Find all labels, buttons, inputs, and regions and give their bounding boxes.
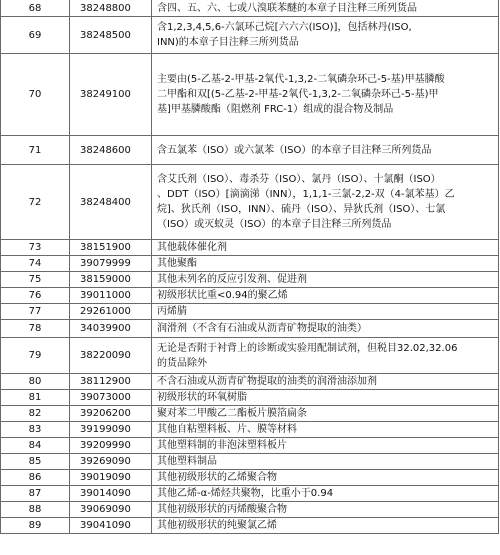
description-cell: 初级形状比重<0.94的聚乙烯 <box>152 288 499 304</box>
hs-code-cell: 39209990 <box>70 438 152 454</box>
row-number-cell: 70 <box>1 54 70 136</box>
table-row <box>1 374 499 390</box>
row-number-cell: 78 <box>1 320 70 338</box>
table-row <box>1 320 499 338</box>
goods-table-body <box>1 0 499 534</box>
description-cell: 其他未列名的反应引发剂、促进剂 <box>152 272 499 288</box>
description-cell: 其他聚酯 <box>152 256 499 272</box>
hs-code-cell: 39019090 <box>70 470 152 486</box>
hs-code-cell: 39069090 <box>70 502 152 518</box>
hs-code-cell: 39199090 <box>70 422 152 438</box>
row-number-cell: 82 <box>1 406 70 422</box>
hs-code-cell: 38112900 <box>70 374 152 390</box>
description-cell: 润滑剂（不含有石油或从沥青矿物提取的油类） <box>152 320 499 338</box>
table-row <box>1 54 499 136</box>
table-row <box>1 304 499 320</box>
description-cell: 其他自粘塑料板、片、膜等材料 <box>152 422 499 438</box>
table-row <box>1 288 499 304</box>
row-number-cell: 81 <box>1 390 70 406</box>
hs-code-cell: 39269090 <box>70 454 152 470</box>
description-cell: 不含石油或从沥青矿物提取的油类的润滑油添加剂 <box>152 374 499 390</box>
table-row <box>1 272 499 288</box>
hs-code-cell: 38248500 <box>70 17 152 54</box>
hs-code-cell: 38248400 <box>70 165 152 240</box>
description-cell: 其他乙烯-α-烯烃共聚物，比重小于0.94 <box>152 486 499 502</box>
hs-code-cell: 38248600 <box>70 136 152 165</box>
table-row <box>1 390 499 406</box>
hs-code-cell: 39206200 <box>70 406 152 422</box>
row-number-cell: 69 <box>1 17 70 54</box>
table-row <box>1 438 499 454</box>
row-number-cell: 86 <box>1 470 70 486</box>
table-row <box>1 454 499 470</box>
row-number-cell: 80 <box>1 374 70 390</box>
row-number-cell: 71 <box>1 136 70 165</box>
row-number-cell: 79 <box>1 338 70 374</box>
hs-code-cell: 39073000 <box>70 390 152 406</box>
hs-code-cell: 39014090 <box>70 486 152 502</box>
row-number-cell: 84 <box>1 438 70 454</box>
description-cell: 其他载体催化剂 <box>152 240 499 256</box>
description-cell: 其他塑料制品 <box>152 454 499 470</box>
row-number-cell: 74 <box>1 256 70 272</box>
row-number-cell: 88 <box>1 502 70 518</box>
description-cell: 其他初级形状的丙烯酸聚合物 <box>152 502 499 518</box>
table-row <box>1 136 499 165</box>
row-number-cell: 89 <box>1 518 70 534</box>
hs-code-cell: 39079999 <box>70 256 152 272</box>
description-cell: 含四、五、六、七或八溴联苯醚的本章子目注释三所列货品 <box>152 0 499 17</box>
description-cell: 含1,2,3,4,5,6-六氯环己烷[六六六(ISO)]，包括林丹(ISO, INN)的本章子目注释三所列货品 <box>152 17 499 54</box>
table-row <box>1 486 499 502</box>
description-cell: 初级形状的环氧树脂 <box>152 390 499 406</box>
table-row <box>1 406 499 422</box>
hs-code-cell: 38151900 <box>70 240 152 256</box>
description-cell: 其他塑料制的非泡沫塑料板片 <box>152 438 499 454</box>
row-number-cell: 83 <box>1 422 70 438</box>
row-number-cell: 75 <box>1 272 70 288</box>
table-row <box>1 470 499 486</box>
description-cell: 含五氯苯（ISO）或六氯苯（ISO）的本章子目注释三所列货品 <box>152 136 499 165</box>
table-row <box>1 240 499 256</box>
table-row <box>1 256 499 272</box>
table-row <box>1 165 499 240</box>
description-cell: 其他初级形状的纯聚氯乙烯 <box>152 518 499 534</box>
table-row <box>1 518 499 534</box>
hs-code-cell: 39041090 <box>70 518 152 534</box>
description-cell: 其他初级形状的乙烯聚合物 <box>152 470 499 486</box>
row-number-cell: 73 <box>1 240 70 256</box>
table-row <box>1 338 499 374</box>
hs-code-cell: 38249100 <box>70 54 152 136</box>
row-number-cell: 76 <box>1 288 70 304</box>
hs-code-cell: 29261000 <box>70 304 152 320</box>
description-cell: 聚对苯二甲酸乙二酯板片膜箔扁条 <box>152 406 499 422</box>
row-number-cell: 87 <box>1 486 70 502</box>
hs-code-cell: 34039900 <box>70 320 152 338</box>
description-cell: 含艾氏剂（ISO）、毒杀芬（ISO）、氯丹（ISO）、十氯酮（ISO） 、DDT（ISO）[滴滴涕（INN），1,1,1-三氯-2,2-双（4-氯苯基）乙 烷]、狄氏剂（ISO，INN）、硫丹（ISO）、异狄氏剂（ISO）、七氯 （ISO）或灭蚁灵（ISO）的本章子目注释三所列货品 <box>152 165 499 240</box>
row-number-cell: 72 <box>1 165 70 240</box>
table-row <box>1 0 499 17</box>
description-cell: 丙烯腈 <box>152 304 499 320</box>
table-row <box>1 17 499 54</box>
hs-code-cell: 39011000 <box>70 288 152 304</box>
hs-code-cell: 38220090 <box>70 338 152 374</box>
table-row <box>1 502 499 518</box>
table-row <box>1 422 499 438</box>
description-cell: 无论是否附于衬背上的诊断或实验用配制试剂，但税目32.02,32.06 的货品除外 <box>152 338 499 374</box>
description-cell: 主要由(5-乙基-2-甲基-2氧代-1,3,2-二氧磷杂环己-5-基)甲基膦酸 二甲酯和双[(5-乙基-2-甲基-2氧代-1,3,2-二氧磷杂环己-5-基)甲 基]甲基膦酸酯（阻燃剂 FRC-1）组成的混合物及制品 <box>152 54 499 136</box>
row-number-cell: 85 <box>1 454 70 470</box>
row-number-cell: 68 <box>1 0 70 17</box>
hs-code-cell: 38159000 <box>70 272 152 288</box>
hs-code-cell: 38248800 <box>70 0 152 17</box>
row-number-cell: 77 <box>1 304 70 320</box>
